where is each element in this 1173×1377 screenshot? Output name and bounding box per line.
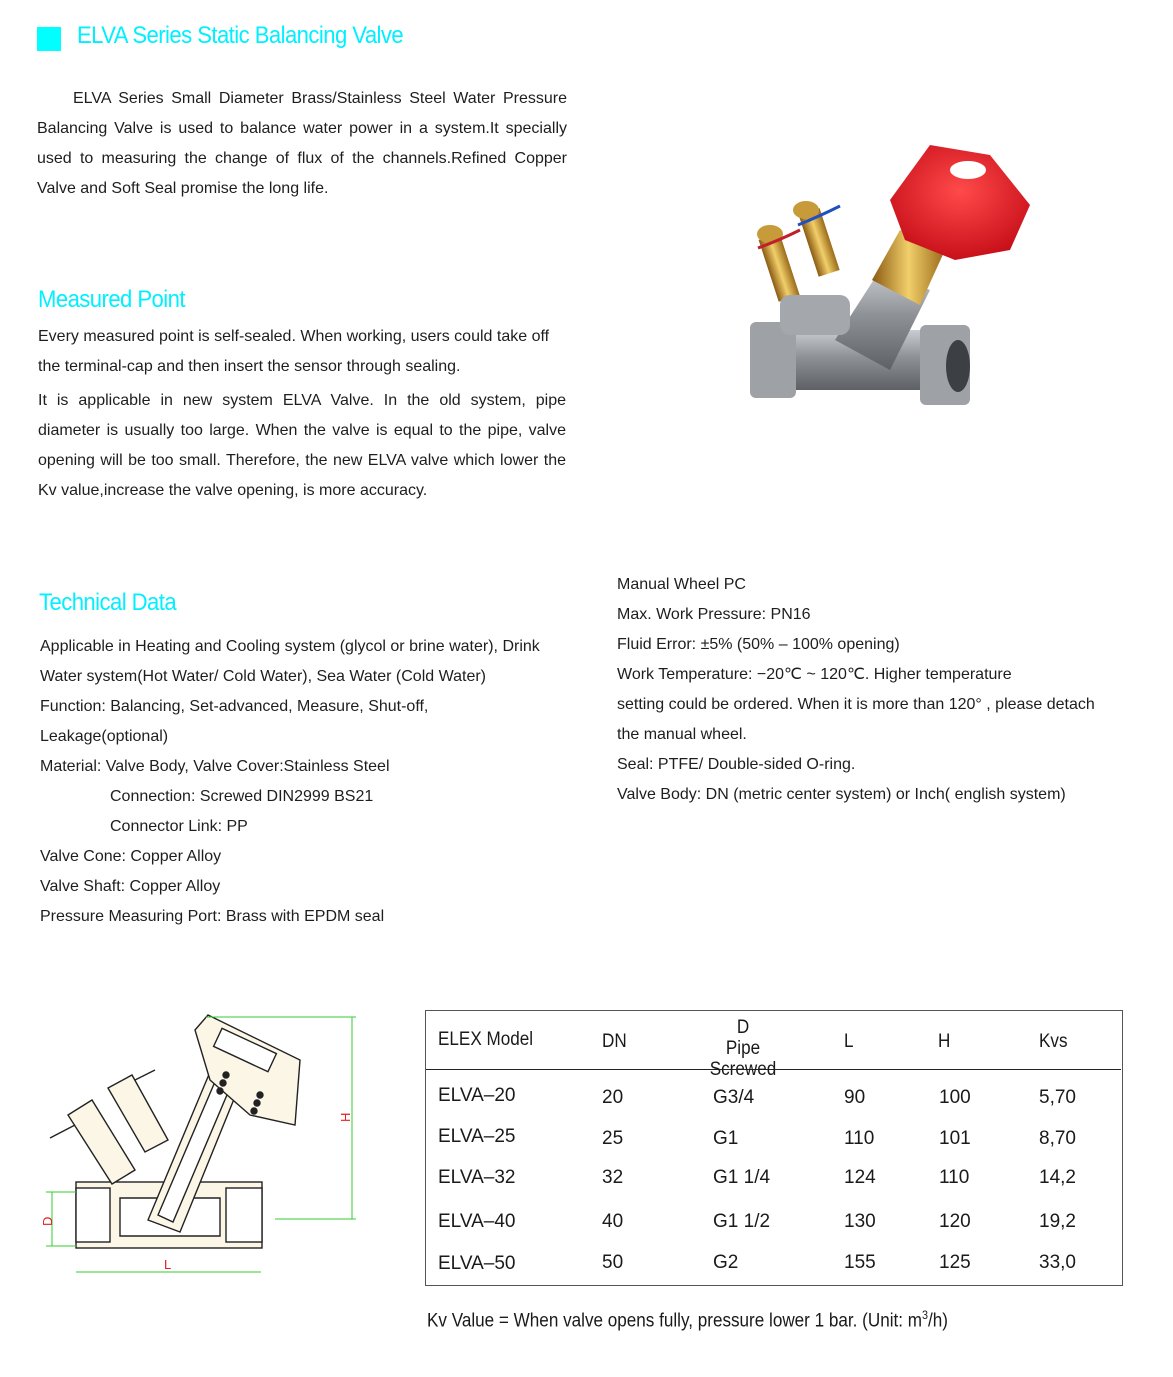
table-cell-model: ELVA–40 [438, 1211, 516, 1232]
table-cell-d: G1 1/4 [713, 1167, 771, 1188]
col-header-l: L [844, 1031, 854, 1052]
table-cell-l: 90 [844, 1087, 866, 1108]
spec-line: setting could be ordered. When it is more than 120° , please detach [617, 696, 1095, 713]
technical-data-heading: Technical Data [39, 589, 177, 616]
intro-paragraph [37, 84, 567, 204]
col-header-h: H [938, 1031, 951, 1052]
spec-line: Valve Cone: Copper Alloy [40, 848, 222, 865]
spec-table-header [426, 1011, 1121, 1080]
valve-photo-icon [740, 130, 1050, 430]
table-cell-dn: 20 [602, 1087, 624, 1108]
table-cell-d: G2 [713, 1252, 739, 1273]
technical-data-left-column [40, 632, 580, 932]
table-cell-l: 110 [844, 1128, 875, 1149]
table-cell-dn: 32 [602, 1167, 624, 1188]
spec-line: Work Temperature: −20℃ ~ 120℃. Higher temperature [617, 666, 1012, 683]
table-cell-d: G1 1/2 [713, 1211, 771, 1232]
table-cell-dn: 25 [602, 1128, 624, 1149]
col-header-d [694, 1017, 793, 1080]
measured-point-paragraph-1: Every measured point is self-sealed. When working, users could take off the terminal-cap and then insert the sensor through sealing. [38, 328, 550, 375]
technical-drawing [30, 1000, 370, 1290]
spec-line: Pressure Measuring Port: Brass with EPDM seal [40, 908, 385, 925]
spec-line: the manual wheel. [617, 726, 747, 743]
technical-data-right-column [617, 570, 1147, 810]
measured-point-paragraph-2: It is applicable in new system ELVA Valve. In the old system, pipe diameter is usually too large. When the valve is equal to the pipe, valve opening will be too small. Therefore, the new ELVA valve which lower the Kv value,increase the valve opening, is more accuracy. [38, 392, 566, 499]
table-cell-dn: 50 [602, 1252, 624, 1273]
table-cell-l: 124 [844, 1167, 876, 1188]
table-cell-model: ELVA–25 [438, 1126, 516, 1147]
table-cell-kvs: 5,70 [1039, 1087, 1076, 1108]
spec-line: Applicable in Heating and Cooling system (glycol or brine water), Drink [40, 638, 540, 655]
table-cell-model: ELVA–20 [438, 1085, 516, 1106]
table-cell-kvs: 8,70 [1039, 1128, 1076, 1149]
table-cell-h: 110 [939, 1167, 970, 1188]
spec-line: Seal: PTFE/ Double-sided O-ring. [617, 756, 856, 773]
spec-line: Fluid Error: ±5% (50% – 100% opening) [617, 636, 900, 653]
title-accent-square [37, 27, 61, 51]
table-cell-l: 155 [844, 1252, 876, 1273]
measured-point-heading: Measured Point [38, 286, 185, 313]
spec-line: Manual Wheel PC [617, 576, 746, 593]
valve-cross-section-icon [30, 1000, 370, 1290]
table-cell-l: 130 [844, 1211, 876, 1232]
col-header-d-top: D [736, 1017, 750, 1038]
kv-note-text: Kv Value = When valve opens fully, pressure lower 1 bar. (Unit: m [427, 1310, 923, 1332]
col-header-kvs: Kvs [1039, 1031, 1068, 1052]
dimension-label-d: D [40, 1216, 55, 1226]
col-header-dn: DN [602, 1031, 627, 1052]
col-header-d-bottom: Pipe Screwed [709, 1038, 777, 1080]
table-cell-kvs: 14,2 [1039, 1167, 1076, 1188]
page-title: ELVA Series Static Balancing Valve [77, 22, 404, 49]
table-cell-kvs: 33,0 [1039, 1252, 1076, 1273]
table-cell-d: G3/4 [713, 1087, 755, 1108]
spec-line: Material: Valve Body, Valve Cover:Stainless Steel [40, 758, 390, 775]
spec-line: Connection: Screwed DIN2999 BS21 [110, 788, 374, 805]
table-cell-h: 100 [939, 1087, 971, 1108]
spec-line: Valve Body: DN (metric center system) or Inch( english system) [617, 786, 1066, 803]
spec-table [425, 1010, 1123, 1286]
table-cell-d: G1 [713, 1128, 739, 1149]
spec-line: Leakage(optional) [40, 728, 169, 745]
measured-point-body [38, 322, 566, 506]
table-cell-dn: 40 [602, 1211, 624, 1232]
col-header-model: ELEX Model [438, 1029, 534, 1050]
table-cell-h: 125 [939, 1252, 971, 1273]
kv-note-superscript: 3 [922, 1308, 929, 1322]
spec-line: Valve Shaft: Copper Alloy [40, 878, 221, 895]
table-cell-kvs: 19,2 [1039, 1211, 1076, 1232]
dimension-label-h: H [338, 1112, 353, 1122]
table-cell-model: ELVA–50 [438, 1253, 516, 1274]
spec-line: Function: Balancing, Set-advanced, Measure, Shut-off, [40, 698, 429, 715]
kv-value-note [427, 1308, 948, 1332]
product-photo [740, 130, 1050, 430]
table-cell-model: ELVA–32 [438, 1167, 516, 1188]
kv-note-unit: /h) [928, 1310, 949, 1332]
spec-line: Max. Work Pressure: PN16 [617, 606, 811, 623]
table-cell-h: 101 [939, 1128, 971, 1149]
dimension-label-l: L [164, 1257, 172, 1272]
intro-text: ELVA Series Small Diameter Brass/Stainless Steel Water Pressure Balancing Valve is used to balance water power in a system.It specially used to measuring the change of flux of the channels.Refined Copper Valve and Soft Seal promise the long life. [37, 90, 567, 197]
spec-line: Water system(Hot Water/ Cold Water), Sea Water (Cold Water) [40, 668, 487, 685]
table-cell-h: 120 [939, 1211, 971, 1232]
spec-line: Connector Link: PP [110, 818, 248, 835]
